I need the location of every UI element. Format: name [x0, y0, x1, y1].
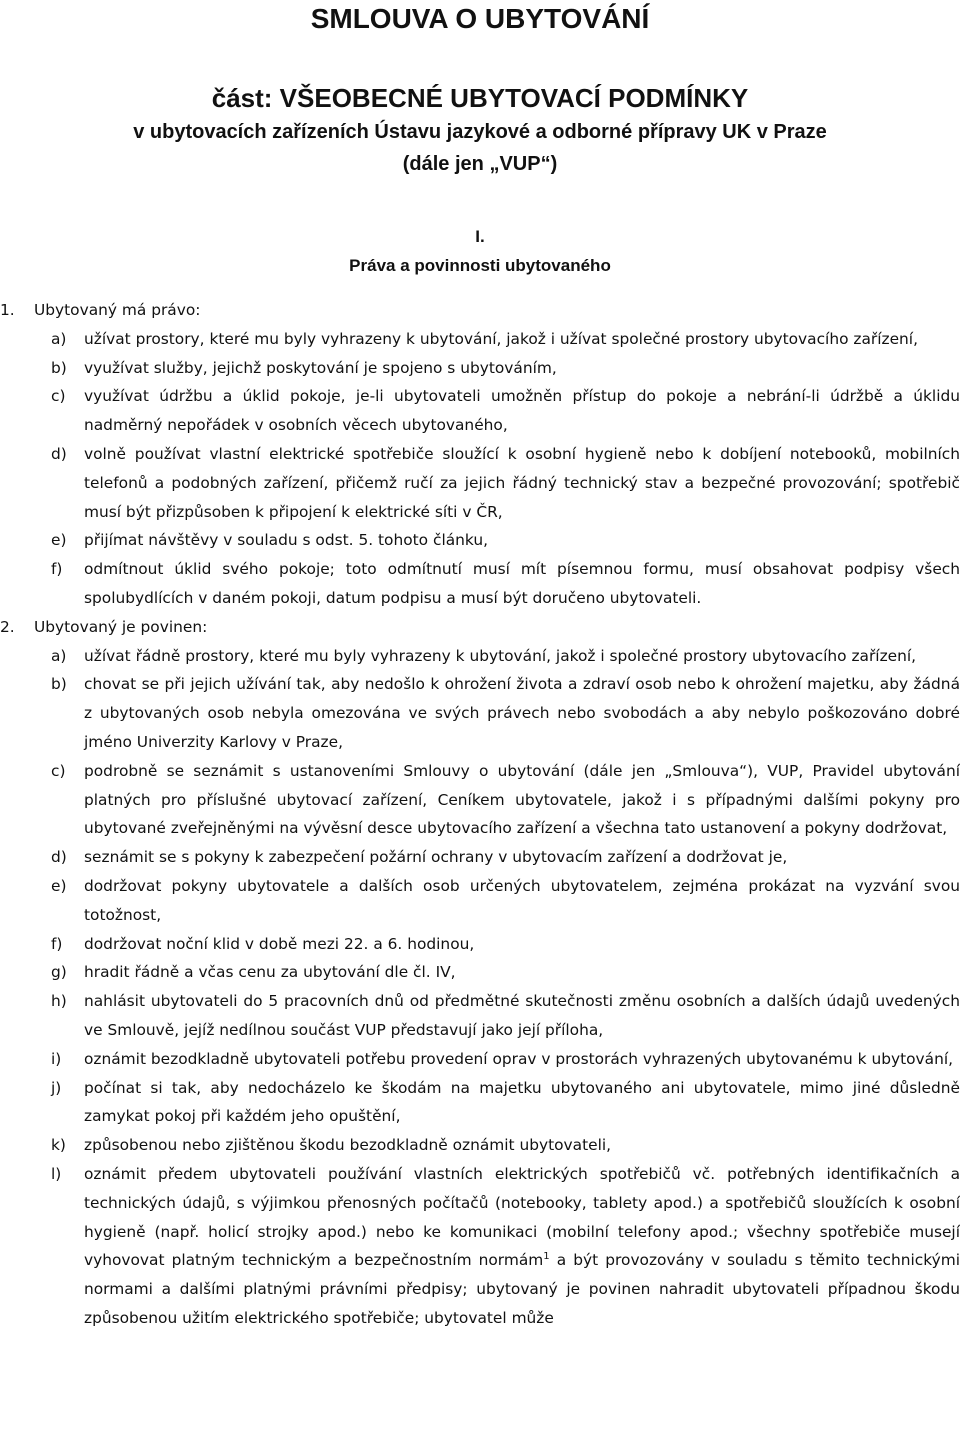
document-subtitle: část: VŠEOBECNÉ UBYTOVACÍ PODMÍNKY: [211, 83, 749, 113]
list-item-text-part: a být provozovány v souladu s těmito technickými normami a dalšími platnými právními předpisy; ubytovaný je povinen nahradit ubytovateli případnou škodu způsobenou užitím elektrického spotřebiče; ubytovatel může: [84, 1251, 960, 1327]
list-item-text: způsobenou nebo zjištěnou škodu bezodkladně oznámit ubytovateli,: [84, 1136, 612, 1155]
document-abbreviation-line: (dále jen „VUP“): [402, 153, 558, 175]
list-item: [0, 382, 960, 440]
list-item: [0, 757, 960, 843]
article-body: [0, 296, 960, 1333]
list-item: [0, 1131, 960, 1160]
list-item-text: oznámit bezodkladně ubytovateli potřebu provedení oprav v prostorách vyhrazených ubytovanému k ubytování,: [84, 1049, 953, 1068]
list-item: [0, 1074, 960, 1132]
list-item-text: nahlásit ubytovateli do 5 pracovních dnů od předmětné skutečnosti změnu osobních a dalších údajů uvedených ve Smlouvě, jejíž nedílnou součást VUP představují jako její příloha,: [84, 992, 960, 1039]
list-item: [0, 872, 960, 930]
article-heading: Práva a povinnosti ubytovaného: [349, 256, 611, 275]
list-item: [0, 930, 960, 959]
list-item: [0, 670, 960, 756]
list-item-text: odmítnout úklid svého pokoje; toto odmítnutí musí mít písemnou formu, musí obsahovat podpisy všech spolubydlících v daném pokoji, datum podpisu a musí být doručeno ubytovateli.: [84, 560, 960, 607]
list-item-text: přijímat návštěvy v souladu s odst. 5. tohoto článku,: [84, 531, 488, 550]
list-item: [0, 354, 960, 383]
list-item-letter: f): [51, 560, 63, 579]
list-item: [0, 642, 960, 671]
section-heading-text: Ubytovaný má právo:: [34, 301, 201, 319]
list-item-letter: h): [51, 992, 67, 1011]
list-item-letter: d): [51, 848, 67, 867]
list-item-text: hradit řádně a včas cenu za ubytování dle čl. IV,: [84, 963, 456, 982]
list-item-letter: j): [51, 1078, 62, 1097]
list-item: [0, 987, 960, 1045]
list-item: [0, 958, 960, 987]
list-item-text: počínat si tak, aby nedocházelo ke škodám na majetku ubytovaného ani ubytovatele, mimo jiné důsledně zamykat pokoj při každém jeho opuštění,: [84, 1078, 960, 1126]
list-item: [0, 1045, 960, 1074]
list-item-text: [84, 1160, 960, 1333]
list-item: [0, 325, 960, 354]
list-item-text: dodržovat pokyny ubytovatele a dalších osob určených ubytovatelem, zejména prokázat na vyzvání svou totožnost,: [84, 876, 960, 924]
list-item-text: podrobně se seznámit s ustanoveními Smlouvy o ubytování (dále jen „Smlouva“), VUP, Pravidel ubytování platných pro příslušné ubytovací zařízení, Ceníkem ubytovatele, jakož i s případnými dalšími pokyny pro ubytované zveřejněnými na vývěsní desce ubytovacího zařízení a všechna tato ustanovení a pokyny dodržovat,: [84, 761, 960, 838]
list-item-letter: i): [51, 1049, 62, 1068]
list-item-text: dodržovat noční klid v době mezi 22. a 6. hodinou,: [84, 934, 475, 953]
list-item-letter: a): [51, 329, 67, 348]
section-heading: [0, 613, 960, 642]
list-item-letter: f): [51, 934, 63, 953]
list-item-letter: e): [51, 531, 67, 550]
list-item: [0, 1160, 960, 1333]
list-item-text: chovat se při jejich užívání tak, aby nedošlo k ohrožení života a zdraví osob nebo k ohrožení majetku, aby žádná z ubytovaných osob nebyla omezována ve svých právech nebo svobodách a aby nebylo poškozováno dobré jméno Univerzity Karlovy v Praze,: [84, 675, 960, 751]
list-item-letter: e): [51, 876, 67, 895]
footnote-reference[interactable]: 1: [543, 1251, 550, 1263]
list-item-letter: d): [51, 444, 67, 463]
document-subtitle-line: v ubytovacích zařízeních Ústavu jazykové a odborné přípravy UK v Praze: [133, 121, 827, 143]
section-heading: [0, 296, 960, 325]
list-item-letter: c): [51, 761, 66, 780]
list-item-text: užívat prostory, které mu byly vyhrazeny k ubytování, jakož i užívat společné prostory ubytovacího zařízení,: [84, 329, 918, 348]
list-item: [0, 440, 960, 526]
list-item-letter: k): [51, 1136, 66, 1155]
list-item: [0, 843, 960, 872]
document-title: SMLOUVA O UBYTOVÁNÍ: [310, 3, 650, 34]
list-item-text-part: oznámit předem ubytovateli používání vlastních elektrických spotřebičů vč. potřebných identifikačních a technických údajů, s výjimkou přenosných počítačů (notebooky, tablety apod.) a spotřebičů sloužících k osobní hygieně (např. holicí strojky apod.) nebo ke komunikaci (mobilní telefony apod.; všechny spotřebiče musejí vyhovovat platným technickým a bezpečnostním normám: [84, 1164, 960, 1270]
list-item-text: volně používat vlastní elektrické spotřebiče sloužící k osobní hygieně nebo k dobíjení notebooků, mobilních telefonů a podobných zařízení, přičemž ručí za jejich řádný technický stav a bezpečné provozování; spotřebič musí být přizpůsoben k připojení k elektrické síti v ČR,: [84, 444, 960, 521]
article-number: I.: [475, 227, 485, 246]
list-item: [0, 555, 960, 613]
list-item-letter: b): [51, 358, 67, 377]
list-item-letter: g): [51, 963, 67, 982]
list-item: [0, 526, 960, 555]
list-item-text: využívat údržbu a úklid pokoje, je-li ubytovateli umožněn přístup do pokoje a nebrání-li údržbě a úklidu nadměrný nepořádek v osobních věcech ubytovaného,: [84, 387, 960, 435]
section-number: 1.: [0, 301, 15, 319]
list-item-letter: c): [51, 387, 66, 406]
list-item-text: seznámit se s pokyny k zabezpečení požární ochrany v ubytovacím zařízení a dodržovat je,: [84, 848, 788, 867]
section-number: 2.: [0, 617, 15, 636]
list-item-letter: a): [51, 646, 67, 665]
list-item-letter: b): [51, 675, 67, 694]
section-heading-text: Ubytovaný je povinen:: [34, 617, 208, 636]
list-item-text: využívat služby, jejichž poskytování je spojeno s ubytováním,: [84, 358, 557, 377]
list-item-letter: l): [51, 1164, 62, 1183]
list-item-text: užívat řádně prostory, které mu byly vyhrazeny k ubytování, jakož i společné prostory ubytovacího zařízení,: [84, 646, 917, 665]
